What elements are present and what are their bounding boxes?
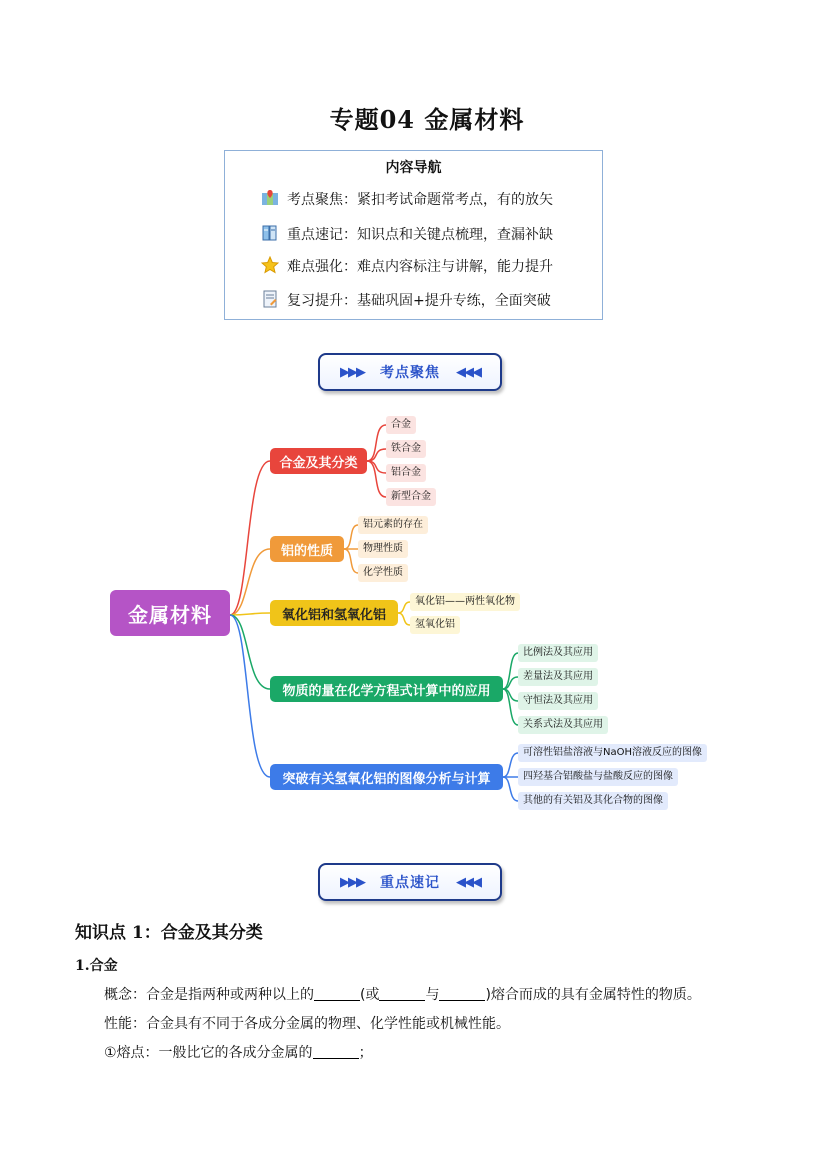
map-icon <box>261 189 279 207</box>
banner-exam-focus: ▶▶▶ 考点聚焦 ◀◀◀ <box>318 353 502 391</box>
section-heading: 知识点 1：合金及其分类 <box>75 923 263 943</box>
branch-mole-calculation: 物质的量在化学方程式计算中的应用 <box>270 676 503 702</box>
fill-blank[interactable] <box>313 1044 359 1059</box>
fill-blank[interactable] <box>314 986 360 1001</box>
leaf-ratio-method: 比例法及其应用 <box>518 644 598 662</box>
nav-title: 内容导航 <box>385 160 442 176</box>
book-icon <box>261 224 279 242</box>
leaf-iron-alloy: 铁合金 <box>386 440 426 458</box>
branch-alloy-classification: 合金及其分类 <box>270 448 367 474</box>
nav-item-difficult: 难点强化：难点内容标注与讲解，能力提升 <box>261 256 553 276</box>
banner-key-notes: ▶▶▶ 重点速记 ◀◀◀ <box>318 863 502 901</box>
leaf-al-salt-naoh-graph: 可溶性铝盐溶液与NaOH溶液反应的图像 <box>518 744 707 762</box>
triple-arrow-right-icon: ▶▶▶ <box>340 364 364 380</box>
leaf-alumina-amphoteric: 氧化铝——两性氧化物 <box>410 593 520 611</box>
leaf-alloy: 合金 <box>386 416 416 434</box>
mind-map-root: 金属材料 <box>110 590 230 636</box>
content-navigation-box <box>224 150 603 320</box>
nav-item-review: 复习提升：基础巩固+提升专练，全面突破 <box>261 290 551 310</box>
leaf-difference-method: 差量法及其应用 <box>518 668 598 686</box>
branch-aluminum-hydroxide-graphs: 突破有关氢氧化铝的图像分析与计算 <box>270 764 503 790</box>
branch-aluminum-properties: 铝的性质 <box>270 536 344 562</box>
leaf-new-alloy: 新型合金 <box>386 488 436 506</box>
leaf-other-graphs: 其他的有关铝及其化合物的图像 <box>518 792 668 810</box>
leaf-physical-properties: 物理性质 <box>358 540 408 558</box>
branch-alumina-hydroxide: 氧化铝和氢氧化铝 <box>270 600 398 626</box>
leaf-chemical-properties: 化学性质 <box>358 564 408 582</box>
nav-item-keypoints: 重点速记：知识点和关键点梳理，查漏补缺 <box>261 224 553 244</box>
star-icon <box>261 256 279 274</box>
leaf-aluminum-alloy: 铝合金 <box>386 464 426 482</box>
nav-item-focus: 考点聚焦：紧扣考试命题常考点，有的放矢 <box>261 189 553 209</box>
triple-arrow-right-icon: ▶▶▶ <box>340 874 364 890</box>
leaf-aluminum-existence: 铝元素的存在 <box>358 516 428 534</box>
property-paragraph: 性能：合金具有不同于各成分金属的物理、化学性能或机械性能。 <box>104 1016 510 1032</box>
melting-point-paragraph: ①熔点：一般比它的各成分金属的 ； <box>104 1045 373 1061</box>
leaf-conservation-method: 守恒法及其应用 <box>518 692 598 710</box>
fill-blank[interactable] <box>439 986 485 1001</box>
leaf-relation-method: 关系式法及其应用 <box>518 716 608 734</box>
concept-paragraph: 概念：合金是指两种或两种以上的 (或 与 )熔合而成的具有金属特性的物质。 <box>104 987 701 1003</box>
notes-icon <box>261 290 279 308</box>
leaf-aluminate-hcl-graph: 四羟基合铝酸盐与盐酸反应的图像 <box>518 768 678 786</box>
fill-blank[interactable] <box>379 986 425 1001</box>
triple-arrow-left-icon: ◀◀◀ <box>456 874 480 890</box>
triple-arrow-left-icon: ◀◀◀ <box>456 364 480 380</box>
subsection-heading: 1.合金 <box>75 958 118 974</box>
leaf-aluminum-hydroxide: 氢氧化铝 <box>410 616 460 634</box>
page-title: 专题04 金属材料 <box>329 105 525 134</box>
